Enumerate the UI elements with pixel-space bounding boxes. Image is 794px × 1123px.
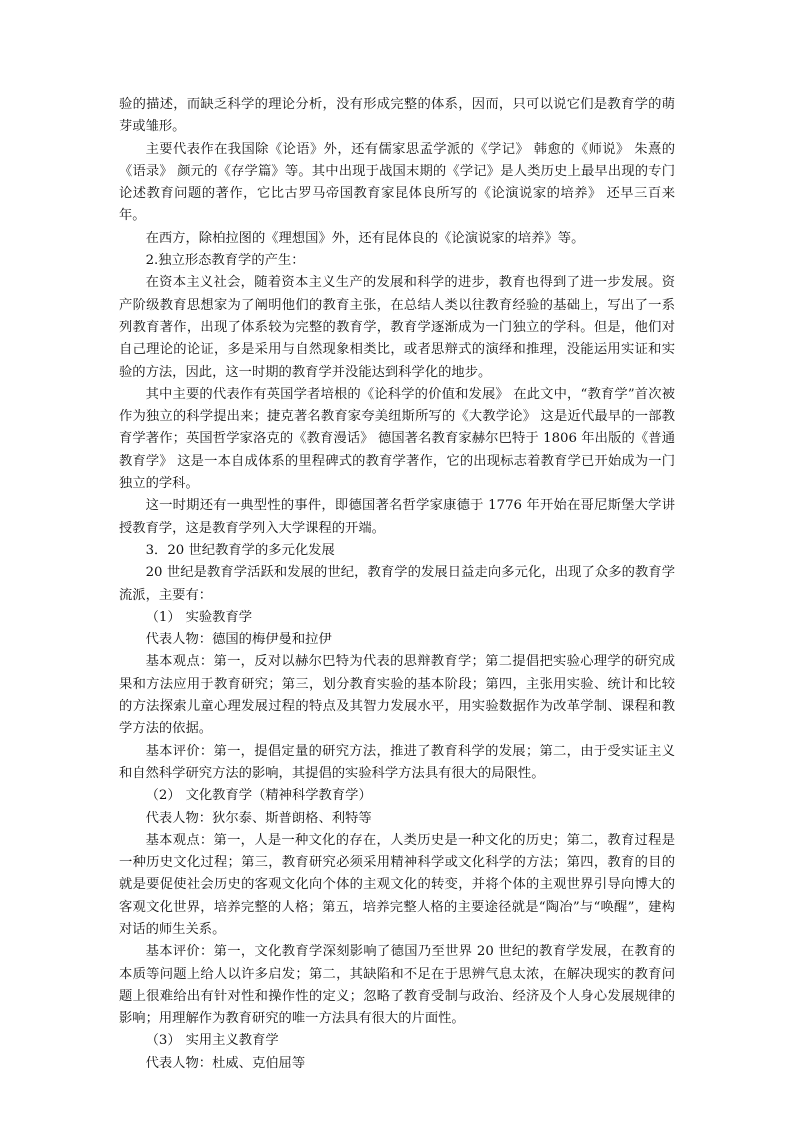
paragraph: 这一时期还有一典型性的事件，即德国著名哲学家康德于 1776 年开始在哥尼斯堡大学讲授教育学，这是教育学列入大学课程的开端。 — [119, 498, 675, 536]
school-number: （1） — [145, 609, 181, 625]
school-people: 代表人物：德国的梅伊曼和拉伊 — [145, 632, 332, 648]
paragraph: 其中主要的代表作有英国学者培根的《论科学的价值和发展》 在此文中，“教育学”首次被作为独立的科学提出来；捷克著名教育家夸美纽斯所写的《大教学论》 这是近代最早的一部教育学著作；英国哲学家洛克的《教育漫话》 德国著名教育家赫尔巴特于 1806 年出版的《普通教育学》 这是一本自成体系的里程碑式的教育学著作，它的出现标志着教育学已开始成为一门独立的学科。 — [119, 386, 675, 492]
paragraph: 在西方，除柏拉图的《理想国》外，还有昆体良的《论演说家的培养》等。 — [145, 230, 585, 246]
school-evaluation: 基本评价：第一，提倡定量的研究方法，推进了教育科学的发展；第二，由于受实证主义和自然科学研究方法的影响，其提倡的实验科学方法具有很大的局限性。 — [119, 743, 675, 781]
school-heading — [119, 785, 675, 807]
school-number: （2） — [145, 788, 181, 804]
school-views: 基本观点：第一，反对以赫尔巴特为代表的思辩教育学；第二提倡把实验心理学的研究成果和方法应用于教育研究；第三，划分教育实验的基本阶段；第四，主张用实验、统计和比较的方法探索儿童心理发展过程的特点及其智力发展水平，用实验数据作为改革学制、课程和教学方法的依据。 — [119, 654, 675, 737]
document-page — [119, 94, 675, 1075]
school-heading — [119, 1030, 675, 1052]
school-views: 基本观点：第一，人是一种文化的存在，人类历史是一种文化的历史；第二，教育过程是一种历史文化过程；第三，教育研究必须采用精神科学或文化科学的方法；第四，教育的目的就是要促使社会历史的客观文化向个体的主观文化的转变，并将个体的主观世界引导向博大的客观文化世界，培养完整的人格；第五，培养完整人格的主要途径就是“陶冶”与“唤醒”，建构对话的师生关系。 — [119, 832, 675, 937]
school-name: 实用主义教育学 — [185, 1033, 279, 1049]
paragraph: 20 世纪是教育学活跃和发展的世纪，教育学的发展日益走向多元化，出现了众多的教育学流派，主要有： — [119, 565, 675, 603]
paragraph: 验的描述，而缺乏科学的理论分析，没有形成完整的体系，因而，只可以说它们是教育学的萌芽或雏形。 — [119, 97, 675, 135]
school-number: （3） — [145, 1033, 181, 1049]
section-heading: 3．20 世纪教育学的多元化发展 — [145, 542, 335, 558]
paragraph: 在资本主义社会，随着资本主义生产的发展和科学的进步，教育也得到了进一步发展。资产阶级教育思想家为了阐明他们的教育主张，在总结人类以往教育经验的基础上，写出了一系列教育著作，出现了体系较为完整的教育学，教育学逐渐成为一门独立的学科。但是，他们对自己理论的论证，多是采用与自然现象相类比，或者思辩式的演绎和推理，没能运用实证和实验的方法，因此，这一时期的教育学并没能达到科学化的地步。 — [119, 275, 675, 380]
school-evaluation: 基本评价：第一，文化教育学深刻影响了德国乃至世界 20 世纪的教育学发展，在教育的本质等问题上给人以许多启发；第二，其缺陷和不足在于思辨气息太浓，在解决现实的教育问题上很难给出有针对性和操作性的定义；忽略了教育受制与政治、经济及个人身心发展规律的影响；用理解作为教育研究的唯一方法具有很大的片面性。 — [119, 944, 675, 1027]
school-name: 文化教育学（精神科学教育学） — [185, 788, 372, 804]
school-heading — [119, 607, 675, 629]
section-heading: 2.独立形态教育学的产生： — [145, 253, 305, 269]
school-people: 代表人物：杜威、克伯屈等 — [145, 1055, 306, 1071]
paragraph: 主要代表作在我国除《论语》外，还有儒家思孟学派的《学记》 韩愈的《师说》 朱熹的《语录》 颜元的《存学篇》等。其中出现于战国末期的《学记》是人类历史上最早出现的专门论述教育问题的著作，它比古罗马帝国教育家昆体良所写的《论演说家的培养》 还早三百来年。 — [119, 141, 675, 224]
school-name: 实验教育学 — [185, 609, 253, 625]
school-people: 代表人物：狄尔泰、斯普朗格、利特等 — [145, 810, 372, 826]
